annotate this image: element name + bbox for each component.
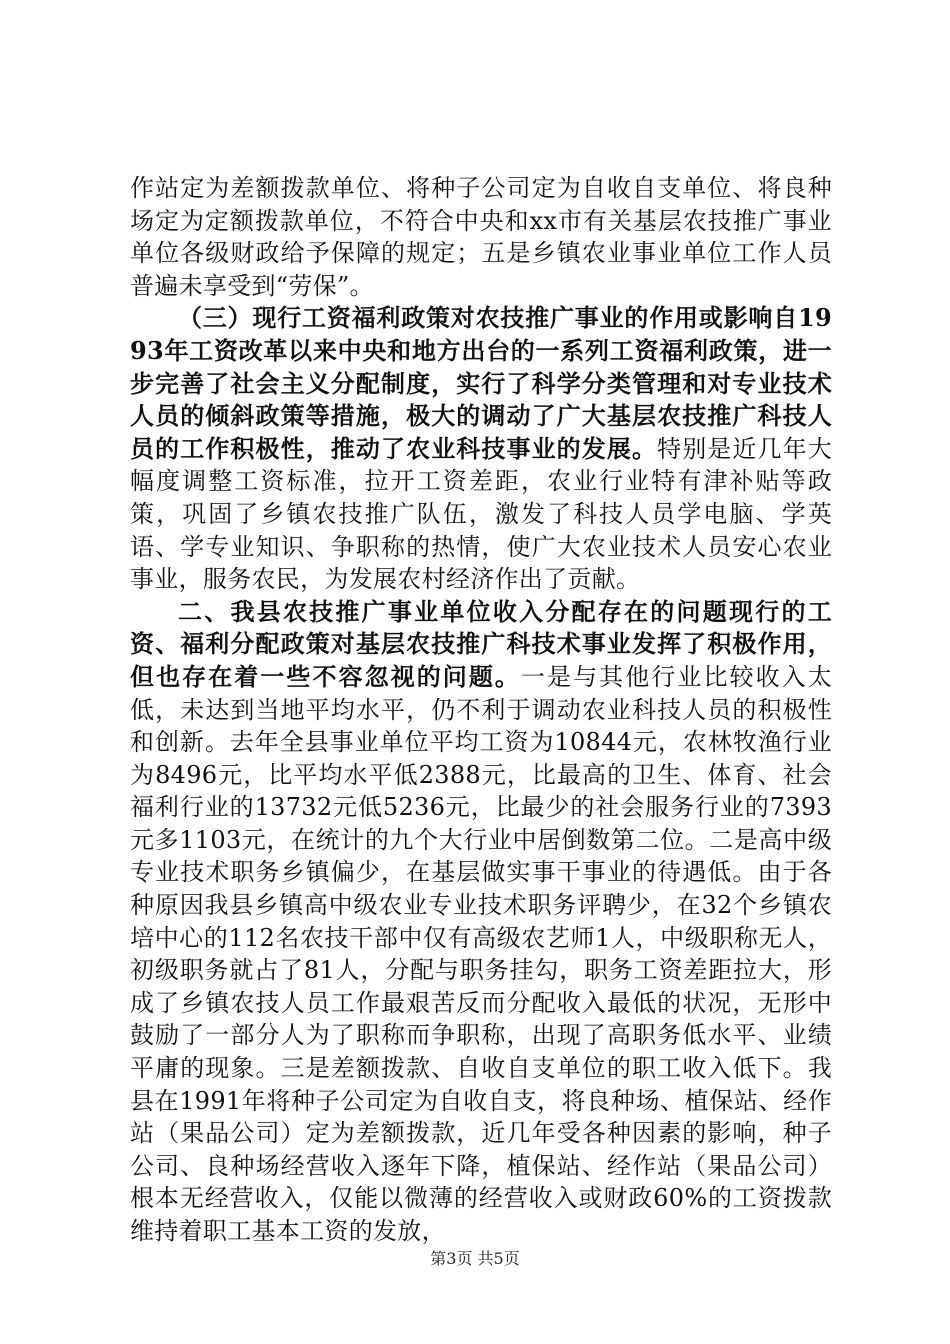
paragraph-2-heading: （三）现行工资福利政策对农技推广事业的作用或影响自1993年工资改革以来中央和地方出台的一系列工资福利政策，进一步完善了社会主义分配制度，实行了科学分类管理和对专业技术人员的倾斜政策等措施，极大的调动了广大基层农技推广科技人员的工作积极性，推动了农业科技事业的发展。 <box>130 303 832 463</box>
paragraph-1-text: 作站定为差额拨款单位、将种子公司定为自收自支单位、将良种场定为定额拨款单位，不符合中央和xx市有关基层农技推广事业单位各级财政给予保障的规定；五是乡镇农业事业单位工作人员普遍未享受到“劳保”。 <box>130 174 832 300</box>
paragraph-1 <box>130 172 832 302</box>
paragraph-2-text: 特别是近几年大幅度调整工资标准，拉开工资差距，农业行业特有津补贴等政策，巩固了乡镇农技推广队伍，激发了科技人员学电脑、学英语、学专业知识、争职称的热情，使广大农业技术人员安心农业事业，服务农民，为发展农村经济作出了贡献。 <box>130 434 832 594</box>
paragraph-3-text: 一是与其他行业比较收入太低，未达到当地平均水平，仍不利于调动农业科技人员的积极性和创新。去年全县事业单位平均工资为10844元，农林牧渔行业为8496元，比平均水平低2388元，比最高的卫生、体育、社会福利行业的13732元低5236元，比最少的社会服务行业的7393元多1103元，在统计的九个大行业中居倒数第二位。二是高中级专业技术职务乡镇偏少，在基层做实事干事业的待遇低。由于各种原因我县乡镇高中级农业专业技术职务评聘少，在32个乡镇农培中心的112名农技干部中仅有高级农艺师1人，中级职称无人，初级职务就占了81人，分配与职务挂勾，职务工资差距拉大，形成了乡镇农技人员工作最艰苦反而分配收入最低的状况，无形中鼓励了一部分人为了职称而争职称，出现了高职务低水平、业绩平庸的现象。三是差额拨款、自收自支单位的职工收入低下。我县在1991年将种子公司定为自收自支，将良种场、植保站、经作站（果品公司）定为差额拨款，近几年受各种因素的影响，种子公司、良种场经营收入逐年下降，植保站、经作站（果品公司）根本无经营收入，仅能以微薄的经营收入或财政60%的工资拨款维持着职工基本工资的发放， <box>130 662 832 1245</box>
paragraph-2 <box>130 302 832 595</box>
paragraph-3 <box>130 596 832 1248</box>
paragraph-3-heading: 二、我县农技推广事业单位收入分配存在的问题现行的工资、福利分配政策对基层农技推广科技术事业发挥了积极作用，但也存在着一些不容忽视的问题。 <box>130 596 832 691</box>
document-body <box>130 172 832 1248</box>
page-footer: 第3页 共5页 <box>430 1249 520 1268</box>
